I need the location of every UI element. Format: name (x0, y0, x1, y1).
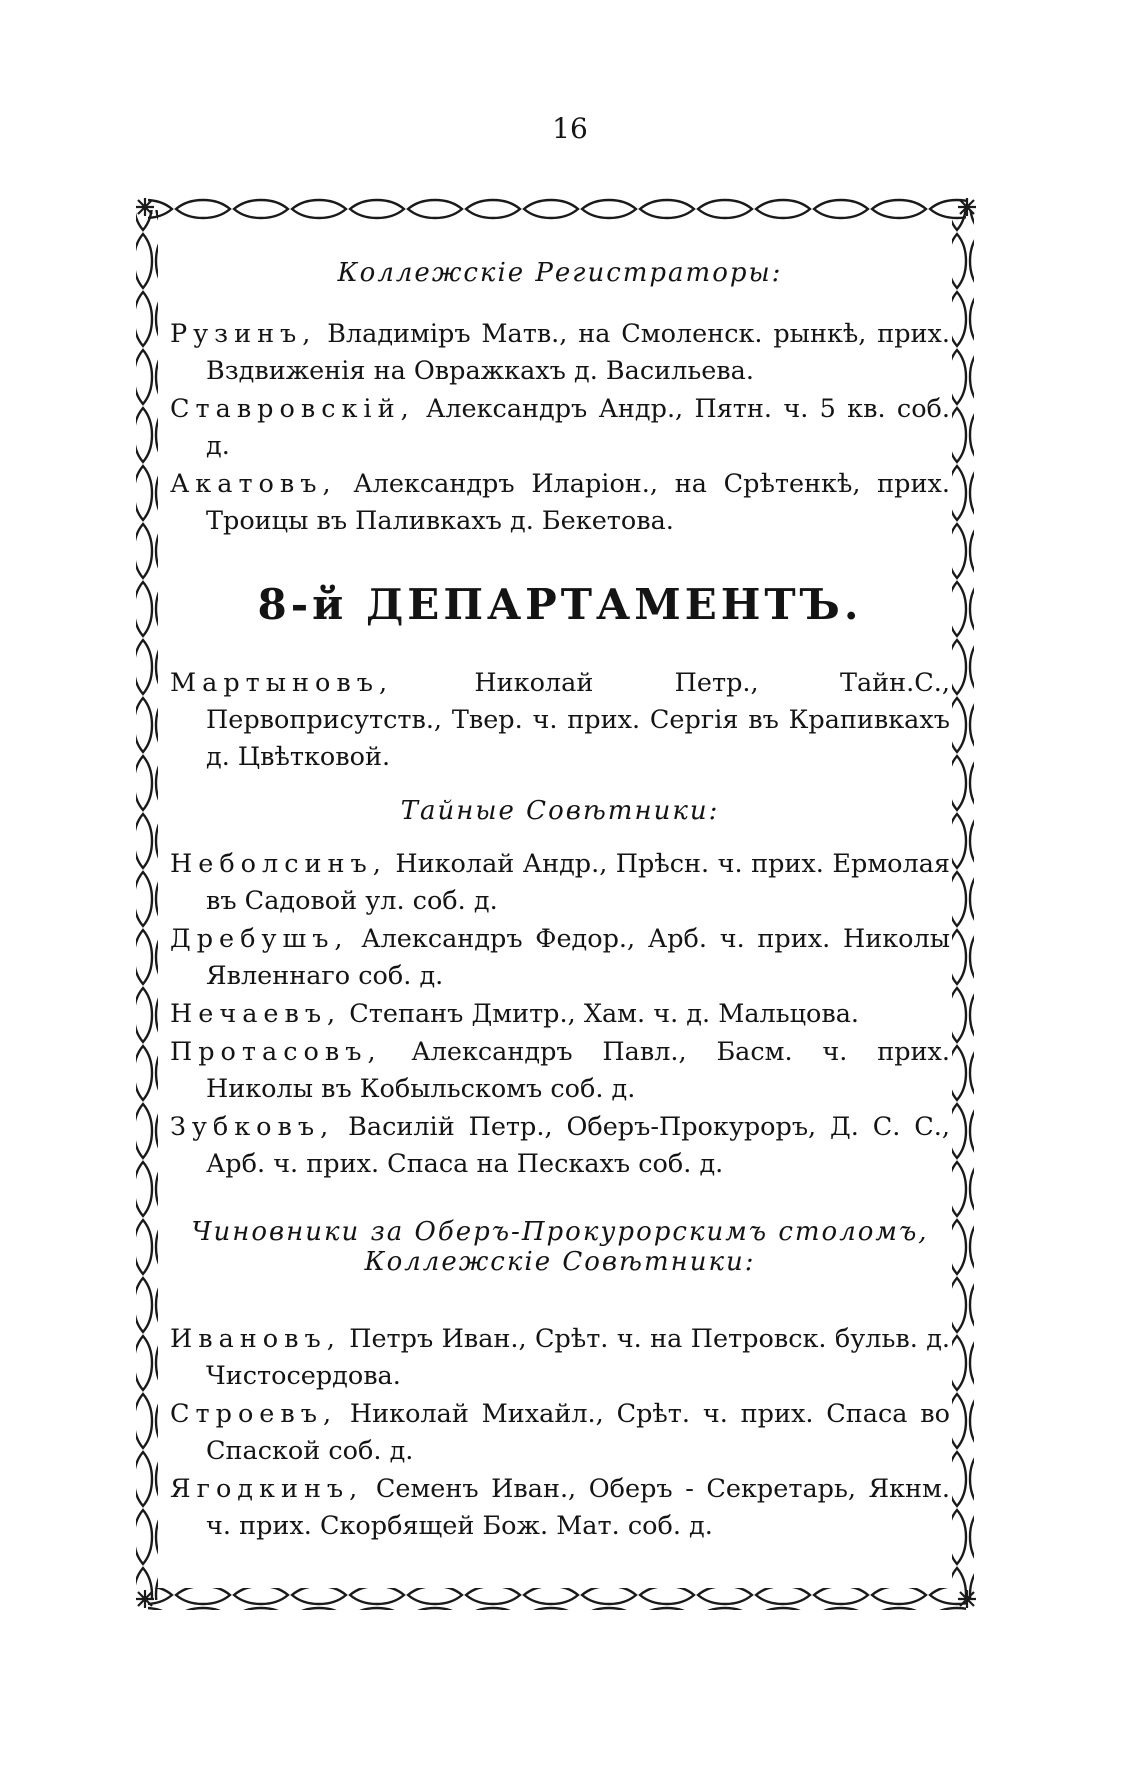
section-heading: Чиновники за Оберъ-Прокурорскимъ столомъ, (191, 1217, 929, 1247)
entry-surname: Строевъ, (170, 1399, 338, 1429)
entry-details: Николай Андр., Прѣсн. ч. прих. Ермолая въ Садовой ул. соб. д. (206, 849, 950, 916)
section-heading: Тайные Совѣтники: (400, 796, 720, 826)
list-item (170, 1034, 950, 1108)
entry-surname: Акатовъ, (170, 469, 337, 499)
entry-details: Александръ Павл., Басм. ч. прих. Николы въ Кобыльскомъ соб. д. (206, 1037, 950, 1104)
list-item (170, 665, 950, 776)
entry-details: Василій Петр., Оберъ-Прокуроръ, Д. С. С., Арб. ч. прих. Спаса на Пескахъ соб. д. (206, 1112, 950, 1179)
entry-surname: Мартыновъ, (170, 668, 394, 698)
entry-details: Александръ Иларіон., на Срѣтенкѣ, прих. Троицы въ Паливкахъ д. Бекетова. (206, 469, 950, 536)
list-item (170, 391, 950, 465)
list-item (170, 466, 950, 540)
list-item (170, 846, 950, 920)
department-heading: 8-й ДЕПАРТАМЕНТЪ. (257, 580, 863, 629)
entry-details: Семенъ Иван., Оберъ - Секретарь, Якнм. ч. прих. Скорбящей Бож. Мат. соб. д. (206, 1474, 950, 1541)
entry-surname: Ягодкинъ, (170, 1474, 364, 1504)
entry-surname: Неболсинъ, (170, 849, 387, 879)
border-right (952, 210, 974, 1600)
entry-surname: Ставровскій, (170, 394, 415, 424)
list-item (170, 316, 950, 390)
entry-surname: Зубковъ, (170, 1112, 335, 1142)
border-top (148, 198, 966, 220)
list-item (170, 1109, 950, 1183)
entry-surname: Дребушъ, (170, 924, 349, 954)
list-item (170, 1471, 950, 1545)
entry-details: Александръ Федор., Арб. ч. прих. Николы Явленнаго соб. д. (206, 924, 950, 991)
list-item (170, 996, 950, 1033)
list-item (170, 1321, 950, 1395)
entry-details: Николай Михайл., Срѣт. ч. прих. Спаса во Спаской соб. д. (206, 1399, 950, 1466)
page-number: 16 (552, 112, 588, 145)
entry-surname: Ивановъ, (170, 1324, 341, 1354)
section-heading: Коллежскіе Регистраторы: (337, 258, 783, 288)
entry-details: Степанъ Дмитр., Хам. ч. д. Мальцова. (341, 999, 860, 1029)
entry-details: Николай Петр., Тайн.С., Первоприсутств., Твер. ч. прих. Сергія въ Крапивкахъ д. Цвѣтковой. (206, 668, 950, 772)
entry-surname: Нечаевъ, (170, 999, 342, 1029)
list-item (170, 921, 950, 995)
border-left (136, 210, 158, 1600)
entry-surname: Рузинъ, (170, 319, 317, 349)
section-subheading: Коллежскіе Совѣтники: (364, 1247, 756, 1277)
page-content (170, 258, 950, 1546)
entry-details: Владиміръ Матв., на Смоленск. рынкѣ, прих. Вздвиженія на Овражкахъ д. Васильева. (206, 319, 950, 386)
entry-surname: Протасовъ, (170, 1037, 382, 1067)
entry-details: Александръ Андр., Пятн. ч. 5 кв. соб. д. (206, 394, 950, 461)
border-bottom (148, 1588, 966, 1610)
list-item (170, 1396, 950, 1470)
entry-details: Петръ Иван., Срѣт. ч. на Петровск. бульв. д. Чистосердова. (206, 1324, 950, 1391)
